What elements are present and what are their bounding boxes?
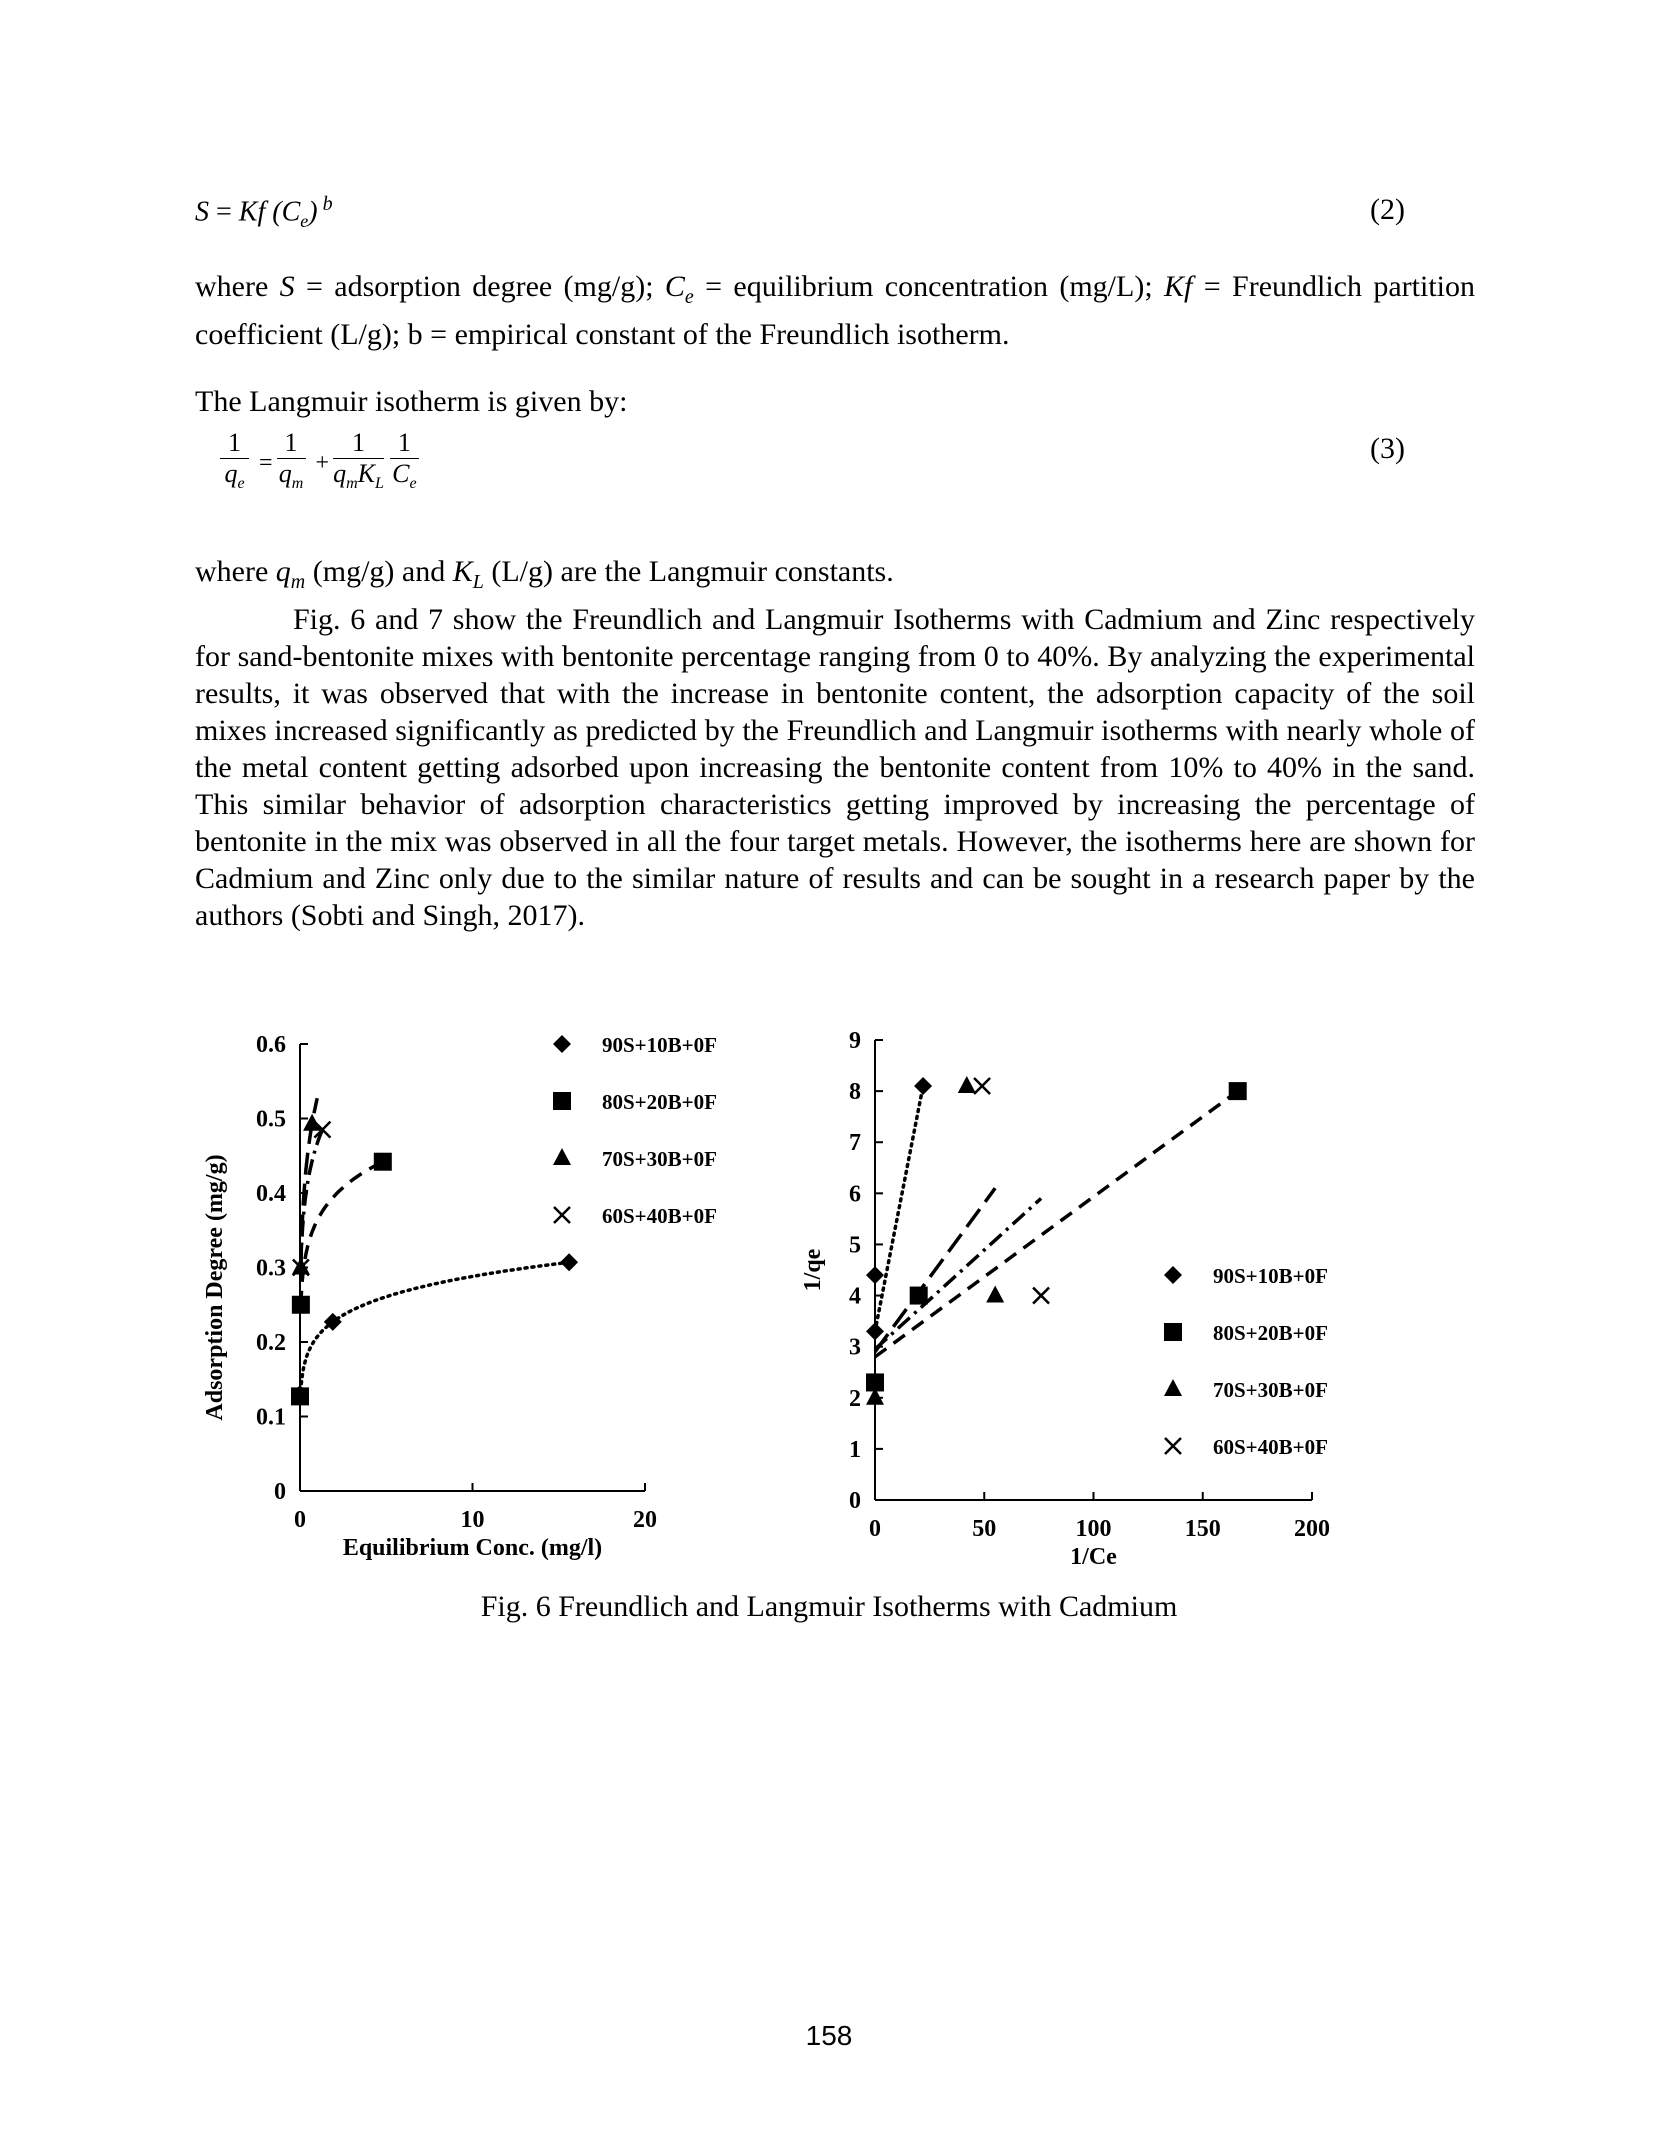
langmuir-x-tick-label: 50 <box>972 1516 997 1542</box>
langmuir-legend-marker-90s-10b-0f <box>1164 1266 1182 1284</box>
eq3-frac-4 <box>390 428 419 499</box>
eq3-qm: q <box>278 459 292 488</box>
langmuir-point-80s-20b-0f <box>910 1287 928 1305</box>
freundlich-y-tick-label: 0.5 <box>256 1106 286 1133</box>
langmuir-trendline-80s-20b-0f <box>875 1091 1238 1357</box>
eq3-num-1: 1 <box>220 428 249 459</box>
eq2-lhs: S <box>195 196 209 228</box>
body-paragraph: Fig. 6 and 7 show the Freundlich and Langmuir Isotherms with Cadmium and Zinc respectively for sand-bentonite mixes with bentonite percentage ranging from 0 to 40%. By analyzing the experimental results, it was observed that with the increase in bentonite content, the adsorption capacity of the soil mixes increased significantly as predicted by the Freundlich and Langmuir isotherms with nearly whole of the metal content getting adsorbed upon increasing the bentonite content from 10% to 40% in the sand. This similar behavior of adsorption characteristics getting improved by increasing the percentage of bentonite in the mix was observed in all the four target metals. However, the isotherms here are shown for Cadmium and Zinc only due to the similar nature of results and can be sought in a research paper by the authors (Sobti and Singh, 2017). <box>195 603 1475 932</box>
langmuir-x-tick-label: 200 <box>1294 1516 1330 1542</box>
langmuir-point-80s-20b-0f <box>1229 1082 1247 1100</box>
page-number: 158 <box>805 2020 853 2051</box>
ldef-kl-sub: L <box>472 571 484 593</box>
eq3-qmkl-k: K <box>357 459 375 488</box>
freundlich-legend-marker-60s-40b-0f <box>554 1207 570 1223</box>
eq3-number: (3) <box>1370 432 1405 465</box>
freundlich-y-tick-label: 0 <box>274 1479 286 1505</box>
freundlich-trendline-90s-10b-0f <box>301 1262 569 1390</box>
def-kf: Kf <box>1164 270 1193 303</box>
freundlich-legend-label-90s-10b-0f: 90S+10B+0F <box>602 1033 717 1057</box>
freundlich-legend-marker-70s-30b-0f <box>553 1148 571 1165</box>
langmuir-y-tick-label: 6 <box>849 1181 861 1208</box>
langmuir-y-axis-label: 1/qe <box>800 1248 826 1292</box>
freundlich-y-tick-label: 0.1 <box>256 1404 286 1431</box>
langmuir-x-axis-label: 1/Ce <box>1070 1544 1117 1570</box>
freundlich-trendline-80s-20b-0f <box>301 1162 383 1305</box>
langmuir-y-tick-label: 4 <box>849 1283 861 1310</box>
eq3-qm-sub: m <box>291 475 304 493</box>
def-s: S <box>279 270 295 303</box>
eq3-num-2: 1 <box>277 428 306 459</box>
langmuir-point-60s-40b-0f <box>1033 1288 1049 1304</box>
langmuir-point-60s-40b-0f <box>974 1078 990 1094</box>
eq2-number: (2) <box>1370 193 1405 226</box>
langmuir-x-tick-label: 100 <box>1075 1516 1112 1542</box>
eq3-qmkl-ksub: L <box>375 475 384 493</box>
langmuir-legend-label-90s-10b-0f: 90S+10B+0F <box>1213 1264 1328 1288</box>
freundlich-y-tick-label: 0.6 <box>256 1032 286 1058</box>
freundlich-legend-marker-90s-10b-0f <box>553 1035 571 1053</box>
langmuir-legend-marker-70s-30b-0f <box>1164 1379 1182 1396</box>
freundlich-legend-label-80s-20b-0f: 80S+20B+0F <box>602 1090 717 1114</box>
langmuir-point-90s-10b-0f <box>914 1077 932 1095</box>
eq3-num-3: 1 <box>333 428 384 459</box>
langmuir-y-tick-label: 1 <box>849 1436 861 1463</box>
langmuir-y-tick-label: 8 <box>849 1079 861 1106</box>
langmuir-legend-label-70s-30b-0f: 70S+30B+0F <box>1213 1378 1328 1402</box>
langmuir-y-tick-label: 9 <box>849 1028 861 1054</box>
eq3-qmkl-sub: m <box>346 475 358 493</box>
freundlich-x-axis-label: Equilibrium Conc. (mg/l) <box>342 1535 603 1561</box>
ldef-qm: q <box>275 555 291 588</box>
freundlich-legend-marker-80s-20b-0f <box>553 1092 571 1110</box>
eq3-ce: C <box>392 459 410 488</box>
def-text-4: = Freundlich partition coefficient (L/g); b = empirical constant of the Freundlich isotherm. <box>195 270 1475 351</box>
ldef-text-3: (L/g) are the Langmuir constants. <box>483 555 894 588</box>
langmuir-chart <box>770 1010 1390 1590</box>
freundlich-chart <box>190 1010 750 1590</box>
def-ce-sub: e <box>684 286 694 308</box>
eq3-equals: = <box>259 450 273 477</box>
freundlich-x-tick-label: 0 <box>294 1507 306 1533</box>
freundlich-point-80s-20b-0f <box>291 1387 309 1405</box>
freundlich-y-axis-label: Adsorption Degree (mg/g) <box>202 1154 228 1421</box>
freundlich-trendline-60s-40b-0f <box>301 1130 323 1268</box>
equation-3 <box>220 428 425 499</box>
langmuir-y-tick-label: 0 <box>849 1488 861 1514</box>
langmuir-legend-label-80s-20b-0f: 80S+20B+0F <box>1213 1321 1328 1345</box>
freundlich-point-70s-30b-0f <box>303 1114 321 1131</box>
equation-2 <box>195 193 1405 232</box>
eq2-arg-close: ) <box>308 196 318 228</box>
langmuir-legend-label-60s-40b-0f: 60S+40B+0F <box>1213 1435 1328 1459</box>
ldef-qm-sub: m <box>290 571 306 593</box>
freundlich-y-tick-label: 0.3 <box>256 1255 286 1282</box>
eq3-ce-sub: e <box>409 475 417 493</box>
eq2-arg-sub: e <box>300 210 309 231</box>
def-text-1: where <box>195 270 280 303</box>
langmuir-x-tick-label: 150 <box>1184 1516 1221 1542</box>
ldef-kl: K <box>452 555 473 588</box>
eq3-qe-sub: e <box>237 475 245 493</box>
eq2-exponent: b <box>317 193 333 215</box>
langmuir-legend-marker-80s-20b-0f <box>1164 1323 1182 1341</box>
freundlich-point-90s-10b-0f <box>560 1253 578 1271</box>
def-text-2: = adsorption degree (mg/g); <box>294 270 665 303</box>
eq3-frac-3 <box>333 428 384 499</box>
langmuir-y-tick-label: 3 <box>849 1334 861 1361</box>
langmuir-trendline-60s-40b-0f <box>875 1198 1041 1349</box>
freundlich-legend-label-70s-30b-0f: 70S+30B+0F <box>602 1147 717 1171</box>
freundlich-y-tick-label: 0.2 <box>256 1330 286 1356</box>
langmuir-trendline-70s-30b-0f <box>875 1188 995 1352</box>
langmuir-y-tick-label: 2 <box>849 1385 861 1412</box>
eq3-qmkl-q: q <box>333 459 347 488</box>
freundlich-y-tick-label: 0.4 <box>256 1181 286 1207</box>
eq3-num-4: 1 <box>390 428 419 459</box>
definitions-paragraph <box>195 268 1475 353</box>
langmuir-definitions <box>195 553 1475 601</box>
langmuir-x-tick-label: 0 <box>869 1516 881 1542</box>
freundlich-point-80s-20b-0f <box>292 1296 310 1314</box>
ldef-text-2: (mg/g) and <box>305 555 453 588</box>
def-text-3: = equilibrium concentration (mg/L); <box>693 270 1165 303</box>
langmuir-legend-marker-60s-40b-0f <box>1165 1438 1181 1454</box>
langmuir-point-90s-10b-0f <box>866 1266 884 1284</box>
eq3-plus: + <box>315 450 330 477</box>
def-ce: C <box>664 270 685 303</box>
freundlich-point-80s-20b-0f <box>374 1153 392 1171</box>
eq3-frac-2 <box>277 428 306 499</box>
ldef-text-1: where <box>195 555 276 588</box>
eq3-qe: q <box>224 459 238 488</box>
eq2-equals: = <box>209 196 239 228</box>
langmuir-y-tick-label: 5 <box>849 1232 861 1259</box>
figure-caption: Fig. 6 Freundlich and Langmuir Isotherms with Cadmium <box>480 1590 1178 1623</box>
eq2-arg-open: (C <box>265 196 301 228</box>
eq2-func: Kf <box>238 196 266 228</box>
langmuir-y-tick-label: 7 <box>849 1130 861 1157</box>
body-text <box>195 553 1475 934</box>
freundlich-legend-label-60s-40b-0f: 60S+40B+0F <box>602 1204 717 1228</box>
langmuir-point-70s-30b-0f <box>958 1076 976 1093</box>
langmuir-point-90s-10b-0f <box>866 1322 884 1340</box>
freundlich-x-tick-label: 10 <box>460 1507 485 1533</box>
langmuir-intro: The Langmuir isotherm is given by: <box>195 385 628 418</box>
langmuir-point-70s-30b-0f <box>986 1286 1004 1303</box>
freundlich-x-tick-label: 20 <box>633 1507 657 1533</box>
eq3-frac-1 <box>220 428 249 499</box>
